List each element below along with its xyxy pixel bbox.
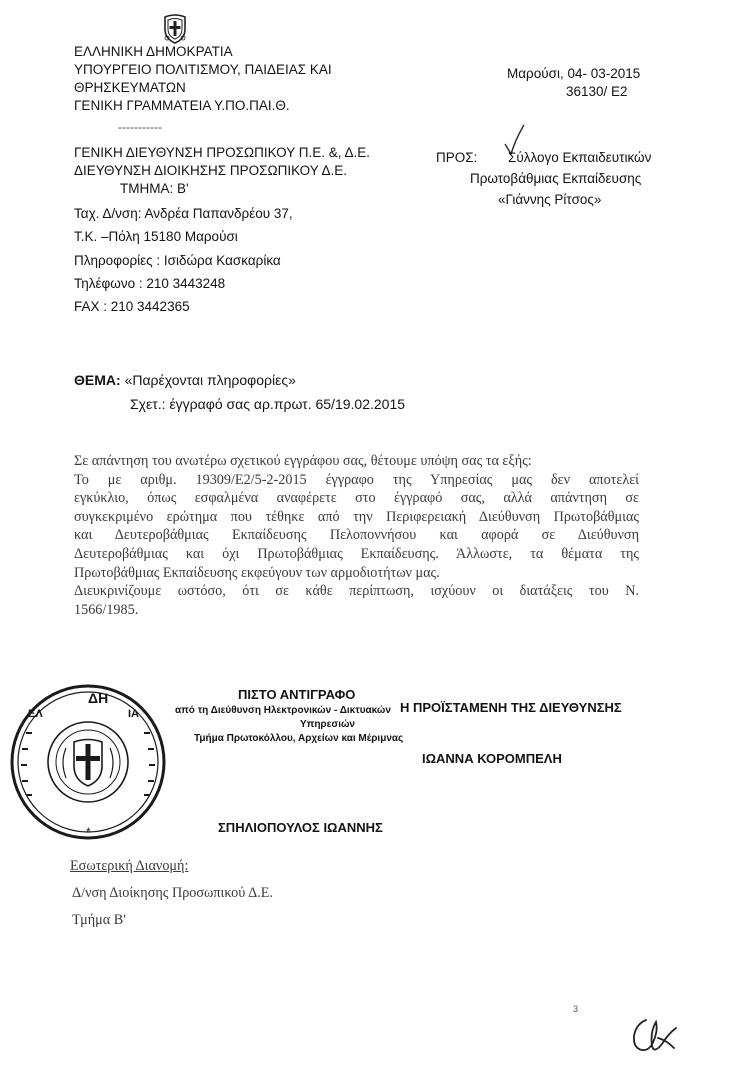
subject-text: «Παρέχονται πληροφορίες» [124,372,296,388]
sender-directorate-general: ΓΕΝΙΚΗ ΔΙΕΥΘΥΝΣΗ ΠΡΟΣΩΠΙΚΟΥ Π.Ε. &, Δ.Ε. [74,145,371,160]
protocol-number: 36130/ Ε2 [566,84,628,99]
certified-copy-title: ΠΙΣΤΟ ΑΝΤΙΓΡΑΦΟ [238,687,356,702]
recipient-label: ΠΡΟΣ: [436,150,478,165]
sender-phone: Τηλέφωνο : 210 3443248 [74,276,226,291]
certification-department: Τμήμα Πρωτοκόλλου, Αρχείων και Μέριμνας [194,733,404,744]
place-date: Μαρούσι, 04- 03-2015 [507,66,641,81]
greek-coat-of-arms-icon [162,14,188,44]
recipient-line2: Πρωτοβάθμιας Εκπαίδευσης [470,171,642,186]
seal-text-right: ΙΑ [128,708,139,720]
subject-reference: Σχετ.: έγγραφό σας αρ.πρωτ. 65/19.02.2015 [130,396,406,412]
sender-address: Ταχ. Δ/νση: Ανδρέα Παπανδρέου 37, [74,206,293,221]
distribution-item: Δ/νση Διοίκησης Προσωπικού Δ.Ε. [72,885,273,901]
certification-services: Υπηρεσιών [300,719,355,730]
body-line: Δευτεροβάθμιας και όχι Πρωτοβάθμιας Εκπαίδευσης. Άλλωστε, τα θέματα της [74,545,639,562]
sender-department: ΤΜΗΜΑ: Β' [120,181,189,196]
sender-info: Πληροφορίες : Ισιδώρα Κασκαρίκα [74,253,281,268]
body-line: εγκύκλιο, όπως εσφαλμένα αναφέρετε στο έγγραφό σας, αλλά απάντηση σε [74,490,639,507]
subject-line [74,372,296,388]
sender-fax: FAX : 210 3442365 [74,299,190,314]
signatory-role: Η ΠΡΟΪΣΤΑΜΕΝΗ ΤΗΣ ΔΙΕΥΘΥΝΣΗΣ [400,700,622,715]
body-line: και Δευτεροβάθμιας Εκπαίδευσης Πελοποννήσου και αφορά σε Διεύθυνση [74,527,639,544]
sender-ministry-line1: ΥΠΟΥΡΓΕΙΟ ΠΟΛΙΤΙΣΜΟΥ, ΠΑΙΔΕΙΑΣ ΚΑΙ [74,62,332,77]
recipient-line1: Σύλλογο Εκπαιδευτικών [508,150,652,165]
certification-from: από τη Διεύθυνση Ηλεκτρονικών - Δικτυακών [175,705,391,716]
body-line: Πρωτοβάθμιας Εκπαίδευσης εκφεύγουν των αρμοδιοτήτων μας. [74,564,440,581]
sender-secretariat: ΓΕΝΙΚΗ ΓΡΑΜΜΑΤΕΙΑ Υ.ΠΟ.ΠΑΙ.Θ. [74,98,290,113]
certification-signer: ΣΠΗΛΙΟΠΟΥΛΟΣ ΙΩΑΝΝΗΣ [218,820,383,835]
body-line: συγκεκριμένο ερώτημα που τέθηκε από την Περιφερειακή Διεύθυνση Πρωτοβάθμιας [74,508,639,525]
seal-text-left: ΕΛ [28,708,43,720]
body-line: Το με αριθμ. 19309/Ε2/5-2-2015 έγγραφο της Υπηρεσίας μας δεν αποτελεί [74,471,639,488]
sender-directorate: ΔΙΕΥΘΥΝΣΗ ΔΙΟΙΚΗΣΗΣ ΠΡΟΣΩΠΙΚΟΥ Δ.Ε. [74,163,348,178]
body-line: Σε απάντηση του ανωτέρω σχετικού εγγράφου σας, θέτουμε υπόψη σας τα εξής: [74,453,532,469]
seal-star: * [86,825,91,839]
header-separator: ----------- [118,120,162,134]
sender-postal: Τ.Κ. –Πόλη 15180 Μαρούσι [74,229,238,244]
seal-text-top: ΔΗ [88,690,109,706]
signatory-name: ΙΩΑΝΝΑ ΚΟΡΟΜΠΕΛΗ [422,751,562,766]
recipient-line3: «Γιάννης Ρίτσος» [498,192,602,207]
distribution-title: Εσωτερική Διανομή: [70,858,189,874]
body-line: 1566/1985. [74,601,139,618]
body-line: Διευκρινίζουμε ωστόσο, ότι σε κάθε περίπτωση, ισχύουν οι διατάξεις του Ν. [74,583,639,600]
subject-label: ΘΕΜΑ: [74,372,121,388]
sender-ministry-line2: ΘΡΗΣΚΕΥΜΑΤΩΝ [74,80,186,95]
handwritten-initials [628,1010,680,1056]
page-number: 3 [573,1004,579,1014]
distribution-item: Τμήμα Β' [72,912,126,928]
sender-country: ΕΛΛΗΝΙΚΗ ΔΗΜΟΚΡΑΤΙΑ [74,44,233,59]
letter-body [74,452,639,619]
official-seal [8,682,168,842]
